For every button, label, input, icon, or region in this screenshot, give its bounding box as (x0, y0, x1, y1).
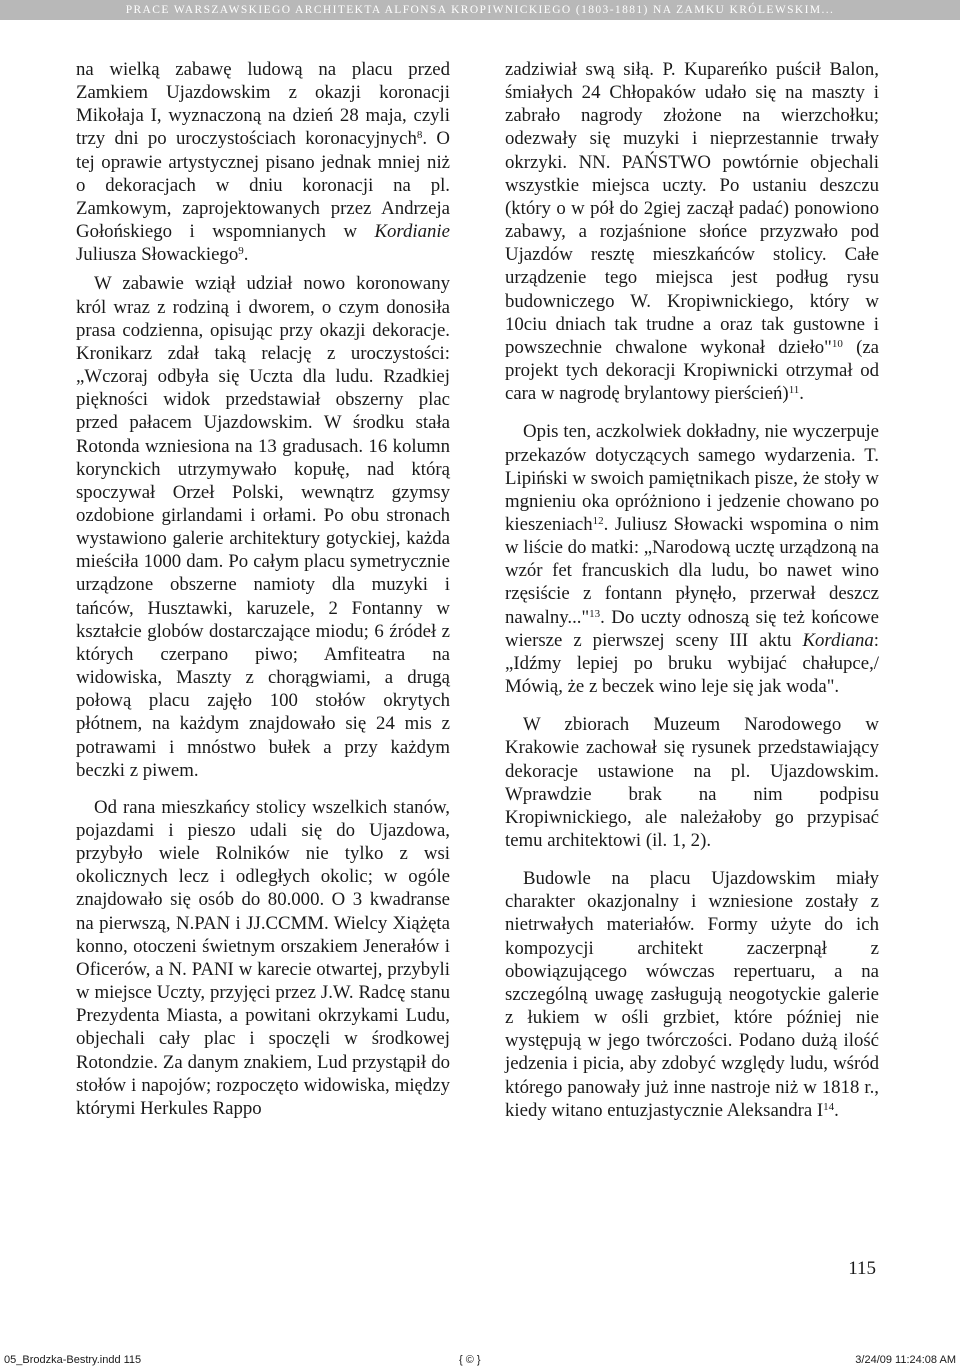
left-paragraph-2: W zabawie wziął udział nowo koronowany król wraz z rodziną i dworem, o czym donosiła prasa codzienna, opisując przy okazji dekoracje. Kronikarz zdał taką relację z uroczystości: „Wczoraj odbyła się Uczta dla ludu. Rzadkiej piękności widok przedstawiał obszerny plac przed pałacem Ujazdowskim. W środku stała Rotonda wzniesiona na 13 gradusach. 16 kolumn korynckich utrzymywało kopułę, nad którą spoczywał Orzeł Polski, wewnątrz gzymsy ozdobione girlandami i orłami. Po obu stronach wystawiono galerie architektury gotyckiej, każda mieściła 1000 dam. Po całym placu symetrycznie urządzone obszerne namioty dla muzyki i tańców, Husztawki, karuzele, 2 Fontanny w kształcie globów dostarczające miodu; 6 źródeł z których czerpano piwo; Amfiteatra na widowiska, Maszty z chorągwiami, a drugą połową placu zajęło 100 stołów okrytych płótnem, na każdym znajdowało się 24 mis z potrawami i mnóstwo bułek a przy każdym beczki z piwem. (76, 273, 450, 781)
right-paragraph-3: W zbiorach Muzeum Narodowego w Krakowie zachował się rysunek przedstawiający dekoracje ustawione na pl. Ujazdowskim. Wprawdzie brak na nim podpisu Kropiwnickiego, ale należałoby go przypisać temu architektowi (il. 1, 2). (505, 714, 879, 851)
left-paragraph-3: Od rana mieszkańcy stolicy wszelkich stanów, pojazdami i pieszo udali się do Ujazdowa, przybyło wiele Rolników nie tylko z wsi okolicznych lecz i odległych okolic; w ogóle znajdowało się osób do 80.000. O 3 kwadranse na pierwszą, N.PAN i JJ.CCMM. Wielcy Xiążęta konno, otoczeni świetnym orszakiem Jenerałów i Oficerów, a N. PANI w karecie otwartej, przybyli w miejsce Uczty, przyjęci przez J.W. Radcę stanu Prezydenta Miasta, a powitani okrzykami Ludu, objechali cały plac i spoczęli w środkowej Rotondzie. Za danym znakiem, Lud przystąpił do stołów i napojów; rozpoczęto widowiska, między którymi Herkules Rappo (76, 796, 450, 1119)
page-number: 115 (848, 1258, 876, 1279)
footnote-ref-12: 12 (592, 514, 604, 527)
running-header: PRACE WARSZAWSKIEGO ARCHITEKTA ALFONSA KROPIWNICKIEGO (1803-1881) NA ZAMKU KRÓLEWSKIM... (0, 0, 960, 20)
footnote-ref-14: 14 (823, 1100, 835, 1113)
slug-file-name: 05_Brodzka-Bestry.indd 115 (4, 1354, 142, 1366)
left-paragraph-1: na wielką zabawę ludową na placu przed Zamkiem Ujazdowskim z okazji koronacji Mikołaja I, wyznaczoną na dzień 28 maja, czyli trzy dni po uroczystościach koronacyjnych$^8$. O tej oprawie artystycznej pisano jednak mniej niż o dekoracjach w dniu koronacji na pl. Zamkowym, zaprojektowanych przez Andrzeja Gołońskiego i wspomnianych w Kordianie Juliusza Słowackiego$^9$. (76, 59, 450, 266)
right-paragraph-4: Budowle na placu Ujazdowskim miały charakter okazjonalny i wzniesione zostały z nietrwałych materiałów. Formy użyte do ich kompozycji architekt zaczerpnął z obowiązującego wówczas repertuaru, a na szczególną uwagę zasługują neogotyckie galerie z łukiem w ośli grzbiet, które później nie występują w jego twórczości. Podano dużą ilość jedzenia i picia, aby zdobyć względy ludu, wśród którego panowały już inne nastroje niż w 1818 r., kiedy witano entuzjastycznie Aleksandra $I^{14}$. (505, 868, 879, 1121)
registration-mark: { © } (459, 1354, 481, 1366)
right-column (505, 58, 879, 1122)
footnote-ref-13: 13 (589, 607, 601, 620)
left-column (76, 58, 450, 1120)
footnote-ref-11: 11 (788, 384, 800, 397)
italic-title: Kordiana (802, 629, 874, 651)
right-paragraph-2: Opis ten, aczkolwiek dokładny, nie wyczerpuje przekazów dotyczących samego wydarzenia. T. Lipiński w swoich pamiętnikach pisze, że stoły w mgnieniu oka opróżniono i jedzenie chowano po kieszeniach$^{12}$. Juliusz Słowacki wspomina o nim w liście do matki: „Narodową ucztę urządzoną na wzór fet francuskich dla ludu, bo nawet wino rzęsiście z fontann płynęło, przerwał deszcz nawalny..."$^{13}$. Do uczty odnoszą się też końcowe wiersze z pierwszej sceny III aktu Kordiana: „Idźmy lepiej po bruku wybijać chałupce,/ Mówią, że z beczek wino leje się jak woda". (505, 421, 879, 698)
footnote-ref-8: 8 (416, 129, 423, 142)
right-paragraph-1: zadziwiał swą siłą. P. Kupareńko puścił Balon, śmiałych 24 Chłopaków udało się na maszty i zabrało nagrody złożone na wierzchołku; odezwały się muzyki i nieprzestannie trwały okrzyki. NN. PAŃSTWO powtórnie objechali wszystkie miejsca uczty. Po ustaniu deszczu (który o w pół do 2giej zaczął padać) ponowiono zabawy, a rozjaśnione słońce przyzwało pod Ujazdów resztę mieszkańców stolicy. Całe urządzenie tego miejsca jest podług rysu budowniczego W. Kropiwnickiego, który w 10ciu dniach tak trudne a oraz tak gustowne i powszechnie chwalone wykonał dzieło"$^{10}$ (za projekt tych dekoracji Kropiwnicki otrzymał od cara w nagrodę brylantowy pierścień)$^{11}$. (505, 59, 880, 405)
footnote-ref-10: 10 (831, 337, 843, 350)
italic-title: Kordianie (374, 221, 450, 243)
footnote-ref-9: 9 (238, 245, 244, 258)
slug-timestamp: 3/24/09 11:24:08 AM (855, 1354, 956, 1366)
